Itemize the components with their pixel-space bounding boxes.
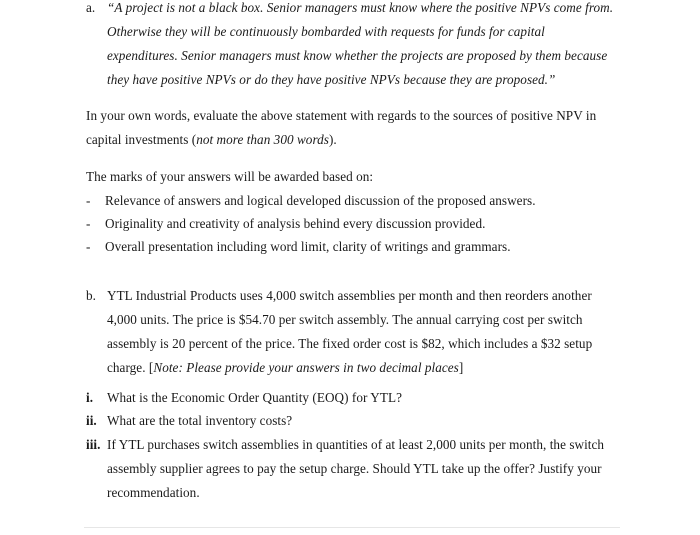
question-iii-line-1: If YTL purchases switch assemblies in quantities of at least 2,000 units per month, the switch bbox=[107, 437, 605, 452]
part-b-label: b. bbox=[86, 288, 96, 303]
part-a-label: a. bbox=[86, 0, 96, 15]
quote-line-4: they have positive NPVs or do they have positive NPVs because they are proposed.” bbox=[107, 72, 556, 87]
criteria-dash-3: - bbox=[86, 239, 91, 254]
decimal-places-note: Note: Please provide your answers in two decimal places bbox=[153, 360, 459, 375]
criteria-dash-1: - bbox=[86, 193, 91, 208]
criteria-dash-2: - bbox=[86, 216, 91, 231]
charge-suffix: ] bbox=[458, 360, 464, 375]
instruction-suffix: ). bbox=[328, 132, 337, 147]
quote-line-2: Otherwise they will be continuously bombarded with requests for funds for capital bbox=[107, 24, 545, 39]
word-limit-note: not more than 300 words bbox=[196, 132, 329, 147]
question-ii-numeral: ii. bbox=[86, 413, 97, 428]
quote-line-1: “A project is not a black box. Senior managers must know where the positive NPVs come from. bbox=[107, 0, 614, 15]
question-i-numeral: i. bbox=[86, 390, 94, 405]
charge-prefix: charge. [ bbox=[107, 360, 154, 375]
question-iii-line-3: recommendation. bbox=[107, 485, 200, 500]
question-iii-line-2: assembly supplier agrees to pay the setup charge. Should YTL take up the offer? Justify your bbox=[107, 461, 602, 476]
instruction-line-2 bbox=[86, 132, 337, 148]
question-ii-text: What are the total inventory costs? bbox=[107, 413, 293, 428]
quote-line-3: expenditures. Senior managers must know whether the projects are proposed by them because bbox=[107, 48, 608, 63]
part-b-line-1: YTL Industrial Products uses 4,000 switch assemblies per month and then reorders another bbox=[107, 288, 592, 303]
question-iii-numeral: iii. bbox=[86, 437, 101, 452]
question-i-text: What is the Economic Order Quantity (EOQ) for YTL? bbox=[107, 390, 402, 405]
part-b-line-3: assembly is 20 percent of the price. The fixed order cost is $82, which includes a $32 setup bbox=[107, 336, 593, 351]
part-b-line-2: 4,000 units. The price is $54.70 per switch assembly. The annual carrying cost per switch bbox=[107, 312, 583, 327]
instruction-prefix: capital investments ( bbox=[86, 132, 197, 147]
criteria-item-1: Relevance of answers and logical developed discussion of the proposed answers. bbox=[105, 193, 536, 208]
criteria-item-2: Originality and creativity of analysis behind every discussion provided. bbox=[105, 216, 486, 231]
bottom-divider bbox=[84, 527, 620, 528]
criteria-item-3: Overall presentation including word limit, clarity of writings and grammars. bbox=[105, 239, 511, 254]
instruction-line-1: In your own words, evaluate the above statement with regards to the sources of positive NPV in bbox=[86, 108, 597, 123]
marks-intro: The marks of your answers will be awarded based on: bbox=[86, 169, 374, 184]
part-b-line-4 bbox=[107, 360, 463, 376]
